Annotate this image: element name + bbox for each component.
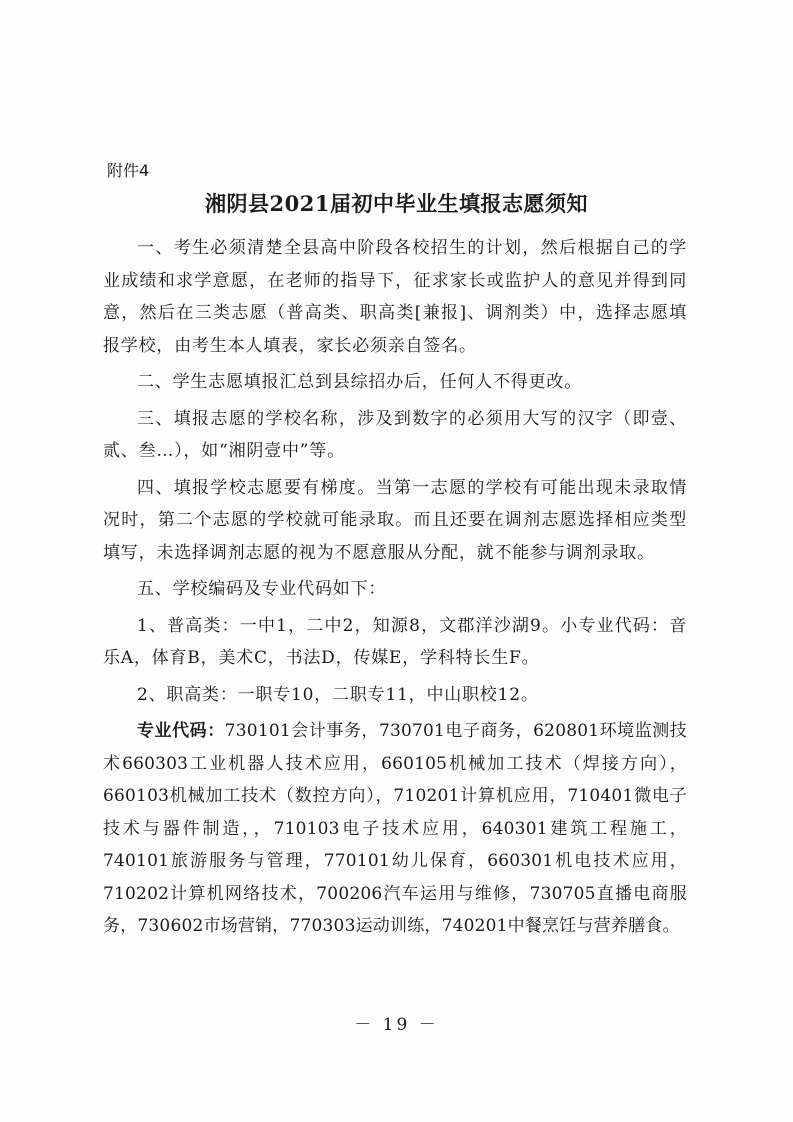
page-number: － 19 －	[354, 1015, 439, 1035]
paragraph-vocational-schools: 2、职高类：一职专10，二职专11，中山职校12。	[137, 684, 539, 705]
major-codes-list: 730101会计事务，730701电子商务，620801环境监测技术660303工业机器人技术应用，660105机械加工技术（焊接方向），660103机械加工技术（数控方向），710201计算机应用，710401微电子技术与器件制造，，710103电子技术应用，640301建筑工程施工，740101旅游服务与管理，770101幼儿保育，660301机电技术应用，710202计算机网络技术，700206汽车运用与维修，730705直播电商服务，730602市场营销，770303运动训练，740201中餐烹饪与营养膳食。	[103, 721, 688, 936]
attachment-label: 附件4	[107, 161, 150, 180]
paragraph-major-codes	[103, 715, 687, 943]
paragraph-application-rules: 一、考生必须清楚全县高中阶段各校招生的计划，然后根据自己的学业成绩和求学意愿，在老师的指导下，征求家长或监护人的意见并得到同意，然后在三类志愿（普高类、职高类[兼报]、调剂类）中，选择志愿填报学校，由考生本人填表，家长必须亲自签名。	[103, 238, 687, 356]
document-body	[103, 232, 687, 947]
paragraph-no-changes: 二、学生志愿填报汇总到县综招办后，任何人不得更改。	[137, 372, 582, 392]
major-codes-label: 专业代码：	[137, 721, 225, 741]
paragraph-gradient: 四、填报学校志愿要有梯度。当第一志愿的学校有可能出现未录取情况时，第二个志愿的学校就可能录取。而且还要在调剂志愿选择相应类型填写，未选择调剂志愿的视为不愿意服从分配，就不能参与调剂录取。	[103, 477, 687, 563]
paragraph-codes-heading: 五、学校编码及专业代码如下：	[137, 579, 387, 599]
paragraph-school-names: 三、填报志愿的学校名称，涉及到数字的必须用大写的汉字（即壹、贰、叁…），如“湘阴壹中”等。	[103, 408, 687, 461]
paragraph-general-high-schools: 1、普高类：一中1，二中2，知源8，文郡洋沙湖9。小专业代码：音乐A，体育B，美术C，书法D，传媒E，学科特长生F。	[103, 615, 687, 668]
document-title: 湘阴县2021届初中毕业生填报志愿须知	[205, 191, 588, 216]
